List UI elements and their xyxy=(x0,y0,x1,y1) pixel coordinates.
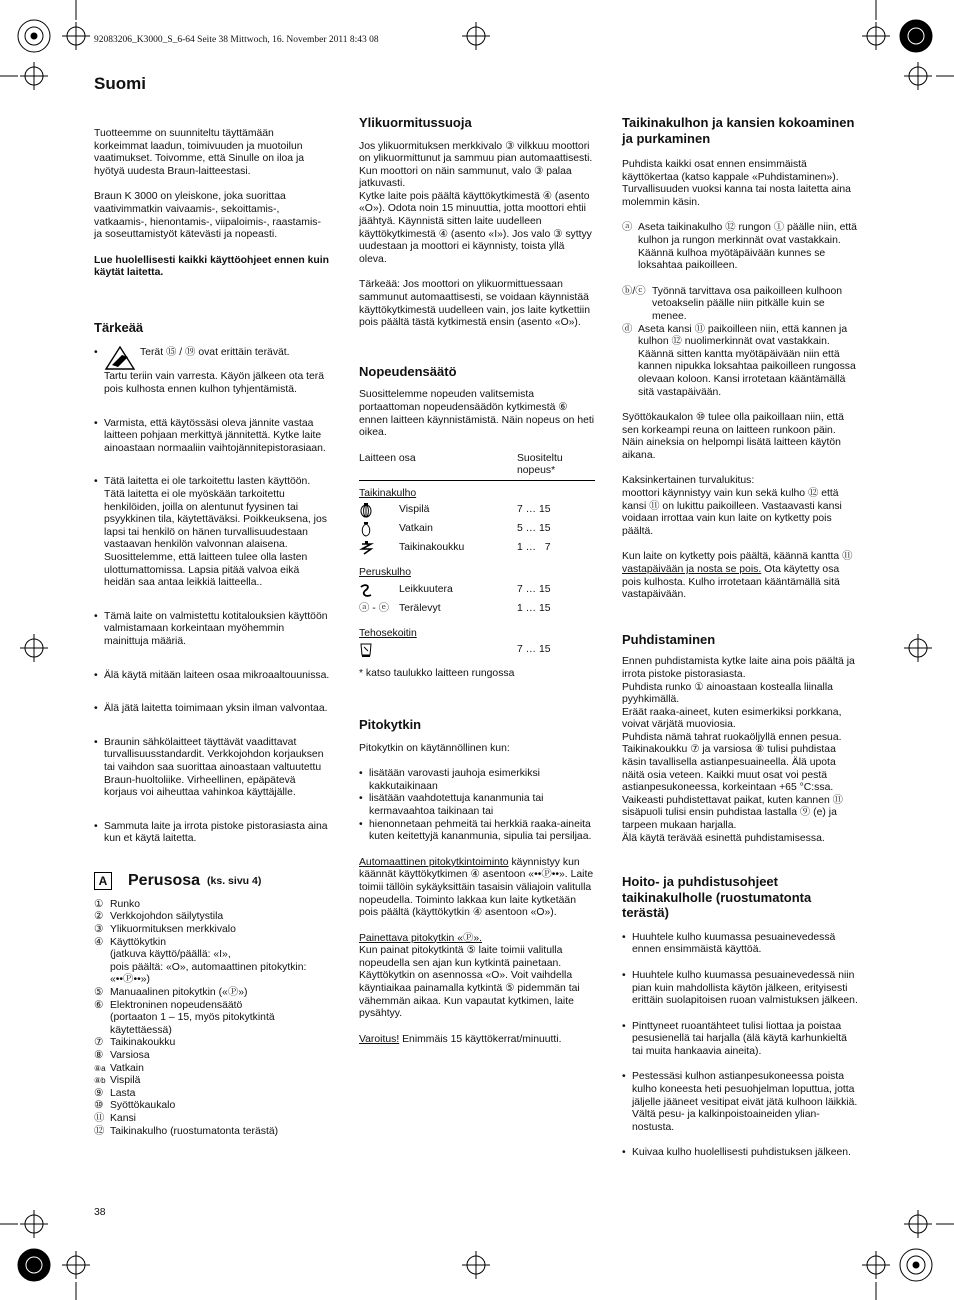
dough-hook-icon xyxy=(359,541,374,561)
overload-heading: Ylikuormitussuoja xyxy=(359,115,472,130)
intro-paragraph-2: Braun K 3000 on yleiskone, joka suorittaa vaativimmatkin vaivaamis-, sekoittamis-, vatkaamis-, hienontamis-, viipaloimis-, raastamis- ja soseuttamistyöt kätevästi ja nopeasti. xyxy=(94,191,321,241)
speed-footnote: * katso taulukko laitteen rungossa xyxy=(359,668,515,680)
pulse-item-eggs: • lisätään vaahdotettuja kananmunia tai kermavaahtoa taikinaan tai xyxy=(359,793,595,818)
important-item-repair: • Braunin sähkölaitteet täyttävät vaadittavat turvallisuusstandardit. Verkkojohdon korjauksen tai vaihdon saa suorittaa ainoastaan valtuutettu Braun-huoltoliike. Virheellinen, epäpätevä korjaus voi aiheuttaa vahinkoa käyttäjälle. xyxy=(94,737,330,800)
crosshair-mark xyxy=(862,1251,890,1279)
important-heading: Tärkeää xyxy=(94,319,144,335)
starburst-mark-top-right xyxy=(900,20,932,52)
pulse-item-flour: • lisätään varovasti jauhoja esimerkiksi kakkutaikinaan xyxy=(359,768,595,793)
list-item: ⑤ Manuaalinen pitokytkin («Ⓟ») xyxy=(94,987,248,999)
disc-icon: ⓐ - ⓔ xyxy=(359,602,390,614)
basic-unit-ref: (ks. sivu 4) xyxy=(207,874,262,887)
important-item-microwave: • Älä käytä mitään laiteen osaa mikroaaltouunissa. xyxy=(94,670,330,683)
important-item-blades xyxy=(94,347,330,396)
list-item: ⑩ Syöttökaukalo xyxy=(94,1100,176,1112)
basic-unit-title: Perusosa xyxy=(128,871,201,889)
starburst-mark-bottom-left xyxy=(18,1249,50,1281)
pulse-intro: Pitokytkin on käytännöllinen kun: xyxy=(359,742,510,754)
remove-lid-paragraph: Kun laite on kytketty pois päältä, käännä kantta ⑪ vastapäivään ja nosta se pois. Ota käytetty osa pois kulhosta. Kulho irrotetaan kääntämällä sitä vastapäivään. xyxy=(622,551,853,601)
blade-sharp-text: Terät ⑮ / ⑲ ovat erittäin terävät. xyxy=(140,347,290,359)
auto-pulse-paragraph: Automaattinen pitokytkintoiminto käynnistyy kun käännät käyttökytkimen ④ asentoon «••Ⓟ••». Laite toimii tällöin sykäyksittäin tasaisin väliajoin valitulla nopeudella. Toiminto lakkaa kun laite kytketään pois päältä (käyttökytkin ④ asentoon «O»). xyxy=(359,856,594,919)
auto-pulse-label: Automaattinen pitokytkintoiminto xyxy=(359,856,509,868)
list-item: ② Verkkojohdon säilytystila xyxy=(94,911,224,923)
caution-label: Varoitus! xyxy=(359,1033,400,1045)
table-row: ⓐ - ⓔ Terälevyt 1 … 15 xyxy=(359,602,551,614)
crosshair-mark xyxy=(20,634,48,662)
section-letter-box: A xyxy=(94,872,112,890)
column-1 xyxy=(94,128,330,1138)
list-item: ④ Käyttökytkin (jatkuva käyttö/päällä: «I», pois päältä: «O», automaattinen pitokytkin: «••Ⓟ••») xyxy=(94,936,307,986)
cleaning-heading: Puhdistaminen xyxy=(622,631,716,647)
pulse-heading: Pitokytkin xyxy=(359,717,422,733)
care-item-dry: • Kuivaa kulho huolellisesti puhdistuksen jälkeen. xyxy=(622,1147,858,1160)
speed-paragraph: Suosittelemme nopeuden valitsemista portaattoman nopeudensäädön kytkimestä ⑥ ennen laitteen käynnistämistä. Näin nopeus on heti oikea. xyxy=(359,389,595,439)
list-item: ⑨ Lasta xyxy=(94,1087,136,1099)
speed-table xyxy=(359,453,595,664)
important-item-unplug: • Sammuta laite ja irrota pistoke pistorasiasta aina kun et käytä laitetta. xyxy=(94,821,330,846)
blender-icon xyxy=(359,643,373,663)
blade-icon xyxy=(359,583,373,603)
table-header xyxy=(359,453,595,481)
crosshair-mark xyxy=(904,62,932,90)
basic-unit-heading xyxy=(94,872,330,890)
crosshair-mark xyxy=(62,22,90,50)
list-item: ⑧b Vispilä xyxy=(94,1075,141,1087)
caution-paragraph: Varoitus! Enimmäis 15 käyttökerrat/minuutti. xyxy=(359,1033,562,1045)
starburst-mark-top-left xyxy=(18,20,50,52)
parts-list xyxy=(94,899,330,1138)
crosshair-mark xyxy=(62,1251,90,1279)
table-header-part: Laitteen osa xyxy=(359,452,416,464)
table-group-label: Peruskulho xyxy=(359,567,411,579)
column-2 xyxy=(359,115,595,1046)
crosshair-mark xyxy=(20,62,48,90)
print-info: 92083206_K3000_S_6-64 Seite 38 Mittwoch, 16. November 2011 8:43 08 xyxy=(94,35,379,45)
important-item-supervision: • Älä jätä laitetta toimimaan yksin ilman valvontaa. xyxy=(94,703,330,716)
sharp-blade-warning-icon xyxy=(104,345,136,376)
list-item: ⑪ Kansi xyxy=(94,1112,136,1124)
list-item: ⑦ Taikinakoukku xyxy=(94,1037,176,1049)
table-row: Vispilä 7 … 15 xyxy=(359,504,595,523)
manual-pulse-label: Painettava pitokytkin «Ⓟ». xyxy=(359,932,483,944)
important-item-household: • Tämä laite on valmistettu kotitalouksien käyttöön valmistamaan korkeintaan myöhemmin mainittuja määriä. xyxy=(94,611,330,649)
crosshair-mark xyxy=(462,22,490,50)
page-title: Suomi xyxy=(94,74,146,93)
beater-icon xyxy=(359,522,373,542)
starburst-mark-bottom-right xyxy=(900,1249,932,1281)
table-group-label: Tehosekoitin xyxy=(359,627,417,639)
table-row: 7 … 15 xyxy=(359,644,595,663)
assembly-step-d: ⓓ Aseta kansi ⑪ paikoilleen niin, että kannen ja kulhon ⑫ nuolimerkinnät ovat vastakkain. Käännä sitten kantta myötäpäivään niin että kannen nipukka loksahtaa paikoilleen rungossa olevaan koloon. Kansi irrotetaan kääntämällä sitä vastapäivään. xyxy=(622,323,856,398)
list-item: ① Runko xyxy=(94,898,141,910)
crosshair-mark xyxy=(904,634,932,662)
list-item: ⑥ Elektroninen nopeudensäätö (portaaton 1 – 15, myös pitokytkintä käytettäessä) xyxy=(94,999,275,1036)
crosshair-mark xyxy=(904,1210,932,1238)
assembly-heading: Taikinakulhon ja kansien kokoaminen ja purkaminen xyxy=(622,115,855,146)
care-item-rinse-after: • Huuhtele kulho kuumassa pesuainevedessä niin pian kuin mahdollista käytön jälkeen, erityisesti erittäin suolapitoisen ruoan valmistuksen jälkeen. xyxy=(622,970,858,1008)
speed-heading: Nopeudensäätö xyxy=(359,363,457,379)
list-item: ⑫ Taikinakulho (ruostumatonta terästä) xyxy=(94,1125,279,1137)
crosshair-mark xyxy=(462,1251,490,1279)
important-item-children: • Tätä laitetta ei ole tarkoitettu lasten käyttöön. Tätä laitetta ei ole myöskään tarkoitettu henkilöiden, joilla on alentunut fyysinen tai psyykkinen tila, käytettäväksi. Poikkeuksena, jos lapsi tai henkilö on hänen turvallisuudestaan vastaavan henkilön valvonnan alaisena. Suosittelemme, että laitteen tulee olla lasten ulottumattomissa. Lapsia pitää valvoa eikä heidän saa antaa leikkiä laitteella.. xyxy=(94,476,330,589)
manual-pulse-paragraph: Painettava pitokytkin «Ⓟ». Kun painat pitokytkintä ⑤ laite toimii valitulla nopeudella sen ajan kun kytkintä painetaan. Käyttökytkin on asennossa «O». Voit vaihdella käyntiaikaa painamalla kytkintä ⑤ pidemmän tai vähemmän aikaa. Kun vapautat kytkimen, laite pysähtyy. xyxy=(359,932,580,1020)
list-item: ⑧a Vatkain xyxy=(94,1062,144,1074)
table-row: Vatkain 5 … 15 xyxy=(359,523,595,542)
care-item-dishwasher: • Pestessäsi kulhon astianpesukoneessa poista kulho koneesta heti pesuohjelman loputtua, jotta jäljelle jääneet vesitipat eivät jätä kulhoon läikkiä. Vältä pesu- ja kalkinpoistoaineiden ylian-nostusta. xyxy=(622,1071,858,1134)
whisk-icon xyxy=(359,503,373,523)
intro-paragraph-1: Tuotteemme on suunniteltu täyttämään korkeimmat laadun, toimivuuden ja muotoilun vaatimukset. Toivomme, että Sinulle on iloa ja hyötyä uudesta Braun-laitteestasi. xyxy=(94,128,305,177)
table-row: Taikinakoukku 1 … 7 xyxy=(359,542,595,561)
blade-handling-text: Tartu teriin vain varresta. Käyön jälkeen ota terä pois kulhosta ennen kulhon tyhjentämistä. xyxy=(104,371,325,396)
table-group-label: Taikinakulho xyxy=(359,487,417,499)
assembly-step-a: ⓐ Aseta taikinakulho ⑫ rungon ① päälle niin, että kulhon ja rungon merkinnät ovat vastakkain. Käännä kulhoa myötäpäivään kunnes se loksahtaa paikoilleen. xyxy=(622,222,857,272)
important-item-voltage: • Varmista, että käytössäsi oleva jännite vastaa laitteen pohjaan merkittyä jännitettä. Kytke laite ainoastaan normaaliin vaihtojännitepistorasiaan. xyxy=(94,418,330,456)
overload-paragraph-2: Tärkeää: Jos moottori on ylikuormittuessaan sammunut automaattisesti, se voidaan käynnistää käyttökytkimestä uudelleen vain, jos laite kytkettiin pois päältä tästä kytkimestä ensin (asento «O»). xyxy=(359,279,591,329)
overload-paragraph-1: Jos ylikuormituksen merkkivalo ③ vilkkuu moottori on ylikuormittunut ja sammuu pian automaattisesti. Kun moottori on näin sammunut, valo ③ palaa jatkuvasti. Kytke laite pois päältä käyttökytkimestä ④ (asento «O»). Odota noin 15 minuuttia, jotta moottori ehtii jäähtyä. Käynnistä sitten laite uudelleen käyttökytkimestä ④ (asento «I»). Jos valo ③ syttyy uudestaan ja moottori ei käynnisty, toista yllä oleva. xyxy=(359,140,593,265)
list-item: ③ Ylikuormituksen merkkivalo xyxy=(94,924,236,936)
care-heading: Hoito- ja puhdistusohjeet taikinakulholle (ruostumatonta terästä) xyxy=(622,874,812,921)
care-item-soak: • Pinttyneet ruoantähteet tulisi liottaa ja poistaa pesusienellä tai harjalla (älä käytä karhunkieltä tai muita hankaavia aineita). xyxy=(622,1021,858,1059)
assembly-paragraph: Puhdista kaikki osat ennen ensimmäistä käyttökertaa (katso kappale «Puhdistaminen»). Turvallisuuden vuoksi kanna tai nosta laitetta aina molemmin käsin. xyxy=(622,159,851,208)
chute-paragraph: Syöttökaukalon ⑩ tulee olla paikoillaan niin, että sen korkeampi reuna on laitteen runkoon päin. Näin aineksia on helpompi lisätä laitteen käytön aikana. xyxy=(622,412,844,461)
pulse-item-chop: • hienonnetaan pehmeitä tai herkkiä raaka-aineita kuten keitettyjä kananmunia, sipulia tai persiljaa. xyxy=(359,819,595,844)
page-number: 38 xyxy=(94,1207,106,1218)
table-header-speed: Suositeltu nopeus* xyxy=(517,452,563,477)
crosshair-mark xyxy=(862,22,890,50)
read-instructions-warning: Lue huolellisesti kaikki käyttöohjeet ennen kuin käytät laitetta. xyxy=(94,254,330,279)
safety-lock-paragraph: Kaksinkertainen turvalukitus: moottori käynnistyy vain kun sekä kulho ⑫ että kansi ⑪ on lukittu paikoilleen. Vastaavasti kansi voidaan irrottaa vain kun laite on kytketty pois päältä. xyxy=(622,475,842,537)
table-row: Leikkuutera 7 … 15 xyxy=(359,584,595,603)
list-item: ⑧ Varsiosa xyxy=(94,1050,150,1061)
crosshair-mark xyxy=(20,1210,48,1238)
care-item-rinse-first: • Huuhtele kulho kuumassa pesuainevedessä ennen ensimmäistä käyttöä. xyxy=(622,932,858,957)
assembly-step-bc: ⓑ/ⓒ Työnnä tarvittava osa paikoilleen kulhoon vetoakselin päälle niin pitkälle kuin se menee. xyxy=(622,285,843,322)
column-3 xyxy=(622,115,858,1160)
cleaning-paragraph: Ennen puhdistamista kytke laite aina pois päältä ja irrota pistoke pistorasiasta. Puhdista runko ① ainoastaan kostealla liinalla pyyhkimällä. Eräät raaka-aineet, kuten esimerkiksi porkkana, voivat värjätä muoviosia. Puhdista nämä tahrat ruokaöljyllä ennen pesua. Taikinakoukku ⑦ ja varsiosa ⑧ tulisi puhdistaa käsin tavallisella astianpesuaineella. Älä upota näitä osia veteen. Kaikki muut osat voi pestä astianpesukoneessa, korkeintaan +65 °C:ssa. Vaikeasti puhdistettavat paikat, kuten kannen ⑪ sisäpuoli tulisi ensin puhdistaa lastalla ⑨ (e) ja tarpeen mukaan harjalla. Älä käytä terävää esinettä puhdistamisessa. xyxy=(622,656,855,844)
